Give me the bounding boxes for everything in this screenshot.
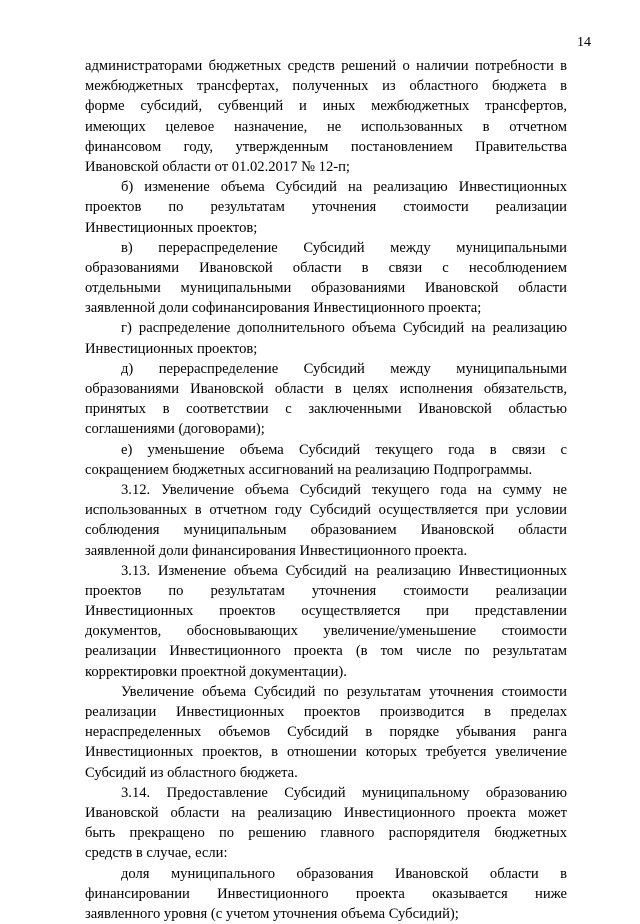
text-line: 3.14. Предоставление Субсидий муниципальному образованию: [121, 784, 567, 801]
text-line: имеющих целевое назначение, не использованных в отчетном: [85, 118, 567, 135]
text-line: принятых в соответствии с заключенными Ивановской областью: [85, 401, 567, 418]
text-line: Ивановской области от 01.02.2017 № 12-п;: [85, 158, 350, 175]
text-line: заявленной доли финансирования Инвестиционного проекта.: [85, 542, 468, 559]
text-line: Ивановской области на реализацию Инвестиционного проекта может: [85, 804, 567, 821]
text-line: 3.13. Изменение объема Субсидий на реализацию Инвестиционных: [121, 562, 567, 579]
text-line: Инвестиционных проектов;: [85, 340, 258, 357]
text-line: д) перераспределение Субсидий между муниципальными: [121, 360, 567, 377]
text-line: г) распределение дополнительного объема Субсидий на реализацию: [121, 320, 567, 337]
text-line: образованиями Ивановской области в связи с несоблюдением: [85, 259, 567, 276]
text-line: соглашениями (договорами);: [85, 421, 265, 438]
text-line: форме субсидий, субвенций и иных межбюджетных трансфертов,: [85, 98, 567, 115]
text-line: 3.12. Увеличение объема Субсидий текущего года на сумму не: [121, 481, 567, 498]
text-line: в) перераспределение Субсидий между муниципальными: [121, 239, 567, 256]
text-line: проектов по результатам уточнения стоимости реализации: [85, 582, 567, 599]
text-line: финансировании Инвестиционного проекта оказывается ниже: [85, 885, 567, 902]
text-line: финансовом году, утвержденным постановлением Правительства: [85, 138, 567, 155]
text-line: межбюджетных трансфертах, полученных из областного бюджета в: [85, 78, 567, 95]
text-line: администраторами бюджетных средств решений о наличии потребности в: [85, 58, 567, 74]
text-line: нераспределенных объемов Субсидий в порядке убывания ранга: [85, 724, 567, 741]
text-line: б) изменение объема Субсидий на реализацию Инвестиционных: [121, 179, 567, 196]
text-line: средств в случае, если:: [85, 845, 228, 862]
text-line: документов, обосновывающих увеличение/уменьшение стоимости: [85, 623, 567, 640]
text-line: заявленной доли софинансирования Инвестиционного проекта;: [85, 300, 482, 317]
text-line: Увеличение объема Субсидий по результатам уточнения стоимости: [121, 683, 567, 700]
text-line: соблюдения муниципальным образованием Ивановской области: [85, 522, 567, 539]
text-line: проектов по результатам уточнения стоимости реализации: [85, 199, 567, 216]
text-line: Инвестиционных проектов;: [85, 219, 258, 236]
text-line: сокращением бюджетных ассигнований на реализацию Подпрограммы.: [85, 461, 533, 478]
text-line: Субсидий из областного бюджета.: [85, 764, 298, 781]
text-line: заявленного уровня (с учетом уточнения объема Субсидий);: [85, 905, 459, 922]
page-number: 14: [577, 35, 591, 50]
text-line: корректировки проектной документации).: [85, 663, 347, 680]
text-line: реализации Инвестиционных проектов производится в пределах: [85, 704, 567, 720]
text-line: Инвестиционных проектов осуществляется при представлении: [85, 603, 567, 620]
text-line: реализации Инвестиционного проекта (в том числе по результатам: [85, 643, 567, 660]
text-line: доля муниципального образования Ивановской области в: [121, 865, 567, 882]
text-line: е) уменьшение объема Субсидий текущего года в связи с: [121, 441, 567, 458]
document-body: [85, 56, 567, 924]
text-line: отдельными муниципальными образованиями Ивановской области: [85, 280, 567, 297]
text-line: быть прекращено по решению главного распорядителя бюджетных: [85, 825, 567, 842]
text-line: Инвестиционных проектов, в отношении которых требуется увеличение: [85, 744, 567, 761]
text-line: использованных в отчетном году Субсидий осуществляется при условии: [85, 502, 567, 519]
text-line: образованиями Ивановской области в целях исполнения обязательств,: [85, 381, 567, 397]
